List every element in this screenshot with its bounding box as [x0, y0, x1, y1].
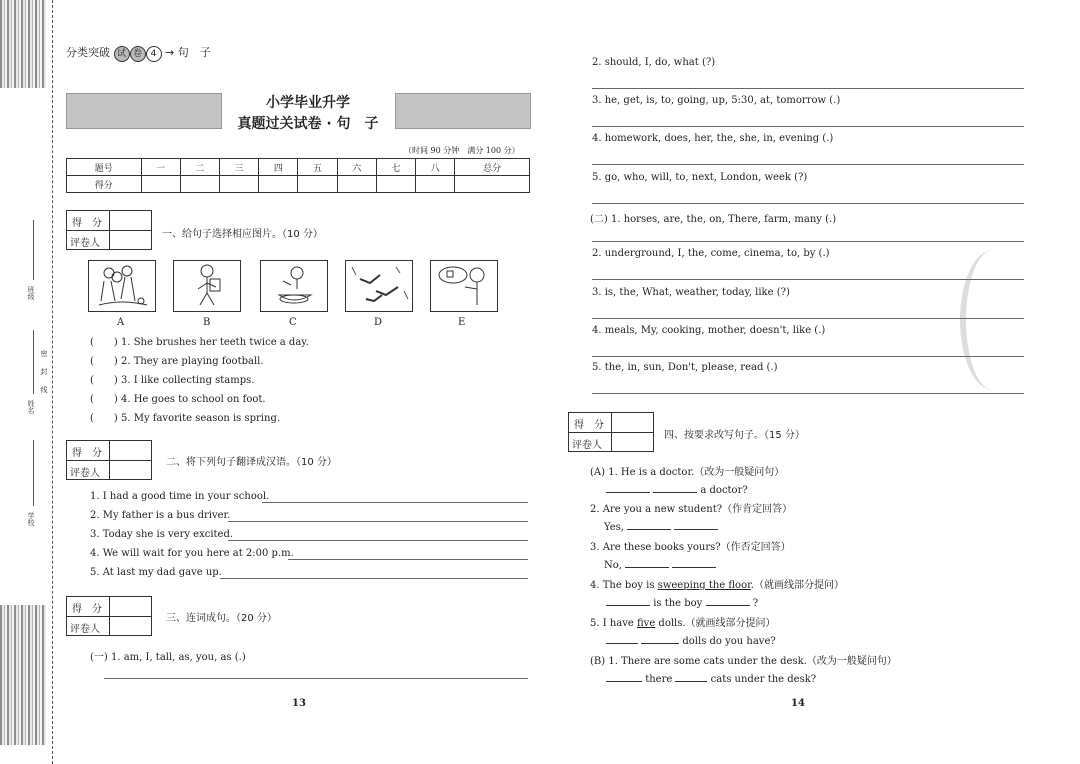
r-answer-line-2[interactable] — [592, 126, 1024, 127]
picture-c-girl-brushing-teeth-icon — [260, 260, 328, 312]
section1-heading: 一、给句子选择相应图片。（10 分） — [162, 229, 323, 240]
section3-heading: 三、连词成句。（20 分） — [166, 613, 277, 624]
score-input-cell[interactable] — [180, 176, 219, 193]
r-item-3: 4. homework, does, her, the, she, in, evening (.) — [592, 133, 834, 144]
score-input-cell[interactable] — [455, 176, 530, 193]
name-label: 姓名 — [27, 400, 35, 414]
score-table-cell: 七 — [376, 159, 415, 176]
r-item-7: 3. is, the, What, weather, today, like (?) — [592, 287, 790, 298]
score-box-1: 得 分 评卷人 — [66, 210, 152, 250]
r-answer-line-5[interactable] — [592, 241, 1024, 242]
score-table-cell: 八 — [416, 159, 455, 176]
s2-answer-line-1[interactable] — [262, 502, 528, 503]
name-line — [33, 330, 34, 394]
s2-answer-line-2[interactable] — [228, 521, 528, 522]
score-table-cell: 题号 — [67, 159, 142, 176]
score-table-cell: 一 — [141, 159, 180, 176]
r-answer-line-6[interactable] — [592, 279, 1024, 280]
title-gray-bar-left — [66, 93, 222, 129]
s4-a1: (A) 1. He is a doctor.（改为一般疑问句） — [590, 467, 785, 478]
score-box-2: 得 分 评卷人 — [66, 440, 152, 480]
page-number-right: 14 — [791, 698, 805, 709]
s2-answer-line-5[interactable] — [220, 578, 528, 579]
score-input-cell[interactable] — [259, 176, 298, 193]
picture-a-kids-football-icon — [88, 260, 156, 312]
score-table-cell: 六 — [337, 159, 376, 176]
title-line1: 小学毕业升学 — [266, 95, 350, 111]
time-info: （时间 90 分钟 满分 100 分） — [404, 146, 520, 155]
score-table-cell: 四 — [259, 159, 298, 176]
s4-a5: 5. I have five dolls.（就画线部分提问） — [590, 618, 776, 629]
header-category: 分类突破 试 卷 4 → 句 子 — [66, 44, 211, 62]
s2-item-5: 5. At last my dad gave up. — [90, 567, 222, 578]
s1-item-5[interactable]: ( ) 5. My favorite season is spring. — [90, 413, 281, 424]
s2-item-3: 3. Today she is very excited. — [90, 529, 234, 540]
score-table-cell: 二 — [180, 159, 219, 176]
r-answer-line-4[interactable] — [592, 203, 1024, 204]
picture-letter-d: D — [374, 317, 383, 328]
picture-d-swallows-icon — [345, 260, 413, 312]
r-item-4: 5. go, who, will, to, next, London, week (?) — [592, 172, 808, 183]
badge-juan: 卷 — [130, 46, 146, 62]
score-box-4: 得 分 评卷人 — [568, 412, 654, 452]
s1-item-4[interactable]: ( ) 4. He goes to school on foot. — [90, 394, 266, 405]
r-item-9: 5. the, in, sun, Don't, please, read (.) — [592, 362, 778, 373]
score-box-3: 得 分 评卷人 — [66, 596, 152, 636]
section2-heading: 二、将下列句子翻译成汉语。（10 分） — [166, 457, 337, 468]
score-input-cell[interactable] — [219, 176, 258, 193]
scan-border-bottom — [0, 605, 46, 745]
class-label: 班级 — [27, 286, 35, 300]
s2-item-1: 1. I had a good time in your school. — [90, 491, 270, 502]
badge-number: 4 — [146, 46, 162, 62]
score-table-cell: 总分 — [455, 159, 530, 176]
s4-a5-answer[interactable]: dolls do you have? — [606, 633, 776, 647]
r-answer-line-3[interactable] — [592, 164, 1024, 165]
section4-heading: 四、按要求改写句子。（15 分） — [664, 430, 805, 441]
picture-letter-b: B — [203, 317, 211, 328]
title-line2: 真题过关试卷 · 句 子 — [237, 116, 379, 132]
picture-letter-a: A — [117, 317, 125, 328]
s2-item-2: 2. My father is a bus driver. — [90, 510, 231, 521]
s1-item-1[interactable]: ( ) 1. She brushes her teeth twice a day. — [90, 337, 309, 348]
seal-word-2: 封 — [40, 368, 48, 375]
s4-b1: (B) 1. There are some cats under the desk.（改为一般疑问句） — [590, 656, 897, 667]
score-table — [66, 158, 530, 193]
picture-b-boy-walking-icon — [173, 260, 241, 312]
s4-a1-answer[interactable]: a doctor? — [606, 482, 748, 496]
score-input-cell[interactable] — [376, 176, 415, 193]
r-answer-line-1[interactable] — [592, 88, 1024, 89]
class-line — [33, 220, 34, 280]
score-table-cell: 五 — [298, 159, 337, 176]
school-line — [33, 440, 34, 506]
score-input-cell[interactable] — [416, 176, 455, 193]
r-answer-line-9[interactable] — [592, 393, 1024, 394]
picture-e-stamps-icon — [430, 260, 498, 312]
scan-smudge — [960, 250, 1026, 390]
score-table-cell: 三 — [219, 159, 258, 176]
r-item-5: (二) 1. horses, are, the, on, There, farm, many (.) — [590, 214, 837, 225]
score-input-cell[interactable] — [337, 176, 376, 193]
r-item-8: 4. meals, My, cooking, mother, doesn't, like (.) — [592, 325, 826, 336]
page-number-left: 13 — [292, 698, 306, 709]
score-input-cell[interactable] — [298, 176, 337, 193]
s3-item-1: (一) 1. am, I, tall, as, you, as (.) — [90, 652, 246, 663]
s4-a2-answer[interactable]: Yes, — [604, 519, 718, 533]
s4-a4-answer[interactable]: is the boy ? — [606, 595, 758, 609]
school-label: 学校 — [27, 512, 35, 526]
r-item-2: 3. he, get, is, to, going, up, 5:30, at, tomorrow (.) — [592, 95, 841, 106]
s4-b1-answer[interactable]: there cats under the desk? — [606, 671, 816, 685]
score-input-cell[interactable] — [141, 176, 180, 193]
r-item-6: 2. underground, I, the, come, cinema, to, by (.) — [592, 248, 830, 259]
r-item-1: 2. should, I, do, what (?) — [592, 57, 716, 68]
picture-letter-e: E — [458, 317, 466, 328]
badge-shi: 试 — [114, 46, 130, 62]
seal-word-3: 线 — [40, 386, 48, 393]
r-answer-line-8[interactable] — [592, 356, 1024, 357]
s1-item-2[interactable]: ( ) 2. They are playing football. — [90, 356, 264, 367]
s4-a4: 4. The boy is sweeping the floor.（就画线部分提问） — [590, 580, 844, 591]
picture-letter-c: C — [289, 317, 297, 328]
s3-answer-line-1[interactable] — [104, 678, 528, 679]
s4-a3: 3. Are these books yours?（作否定回答） — [590, 542, 791, 553]
title-gray-bar-right — [395, 93, 531, 129]
scan-border-top — [0, 0, 46, 88]
s4-a3-answer[interactable]: No, — [604, 557, 716, 571]
s2-answer-line-4[interactable] — [288, 559, 528, 560]
binding-dashed-line — [52, 0, 53, 764]
seal-word-1: 密 — [40, 350, 48, 357]
s1-item-3[interactable]: ( ) 3. I like collecting stamps. — [90, 375, 255, 386]
score-table-cell: 得分 — [67, 176, 142, 193]
s2-item-4: 4. We will wait for you here at 2:00 p.m. — [90, 548, 294, 559]
s4-a2: 2. Are you a new student?（作肯定回答） — [590, 504, 793, 515]
s2-answer-line-3[interactable] — [228, 540, 528, 541]
